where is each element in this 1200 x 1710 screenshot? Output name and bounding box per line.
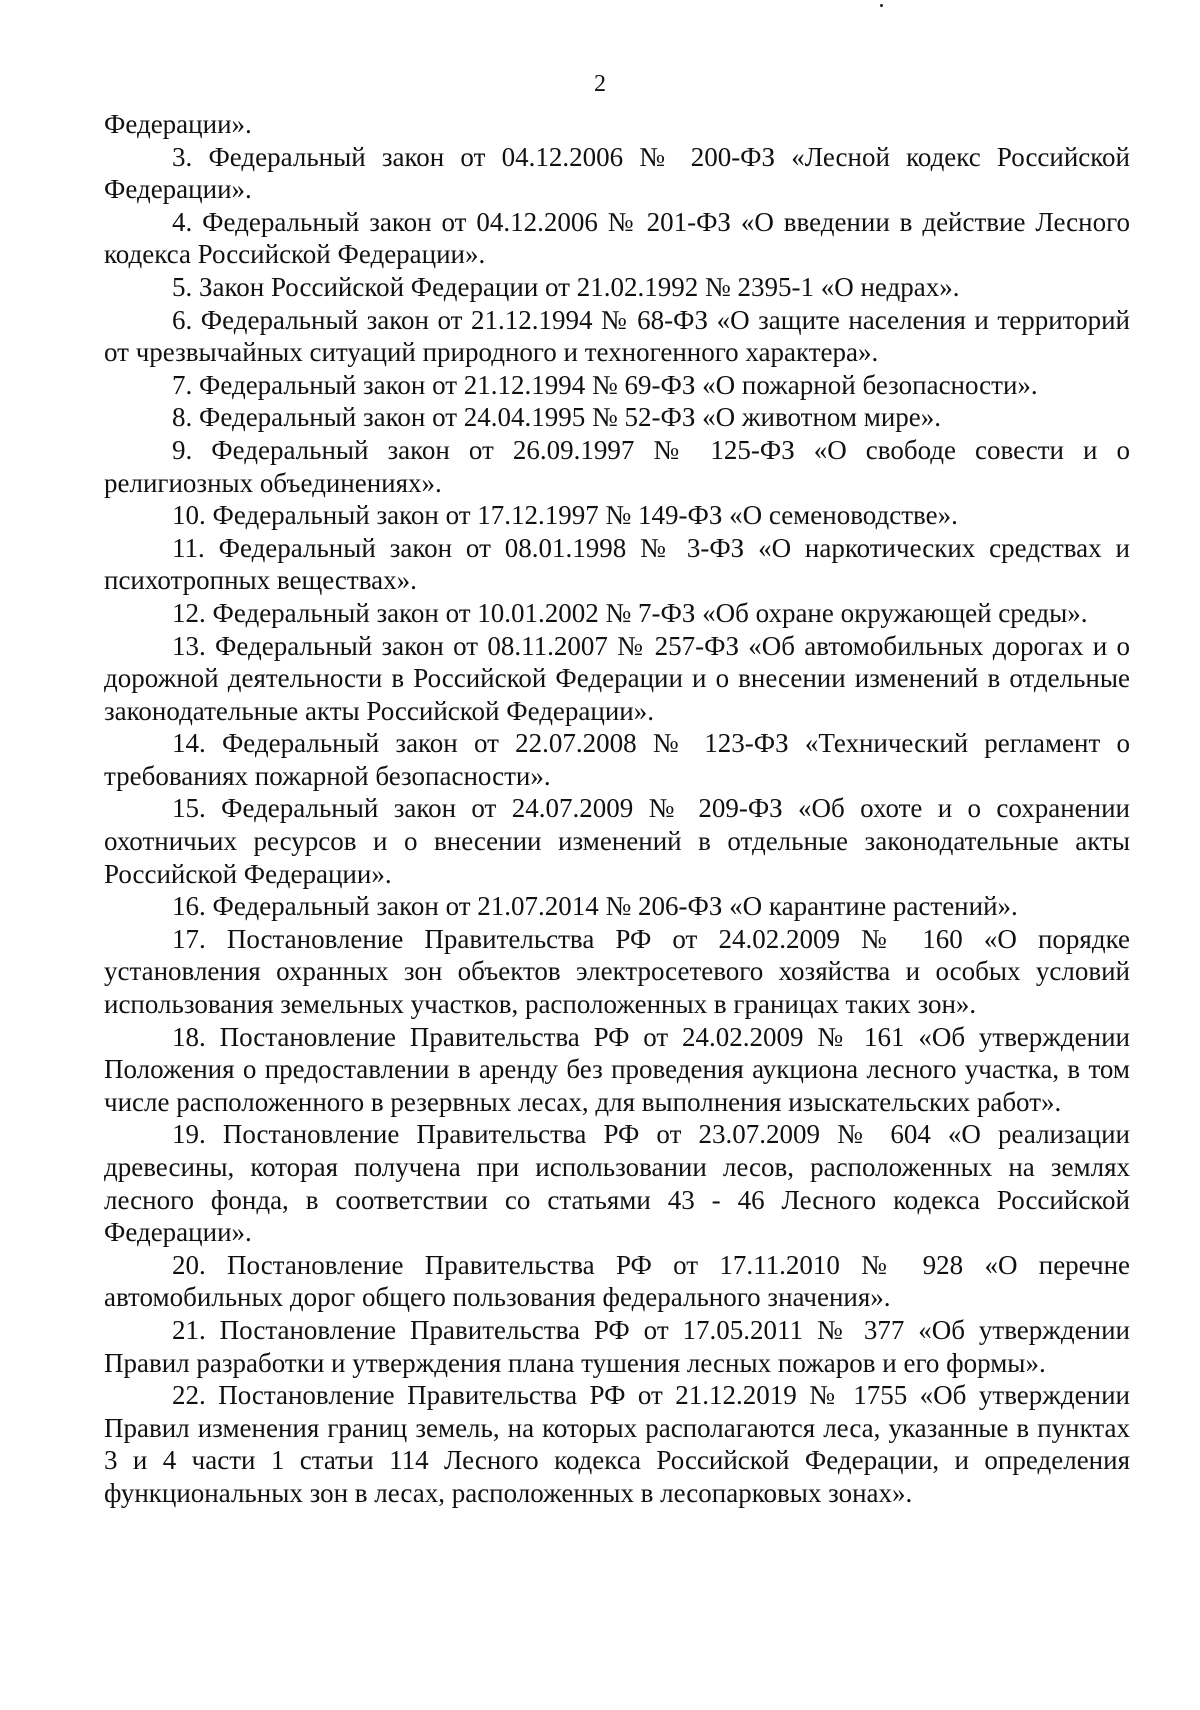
list-item-3: 3. Федеральный закон от 04.12.2006 № 200-ФЗ «Лесной кодекс Российской Федерации». [104, 141, 1130, 205]
list-item-18: 18. Постановление Правительства РФ от 24.02.2009 № 161 «Об утверждении Положения о предоставлении в аренду без проведения аукциона лесного участка, в том числе расположенного в резервных лесах, для выполнения изыскательских работ». [104, 1021, 1130, 1117]
list-item-12: 12. Федеральный закон от 10.01.2002 № 7-ФЗ «Об охране окружающей среды». [172, 597, 1088, 628]
list-item-8: 8. Федеральный закон от 24.04.1995 № 52-ФЗ «О животном мире». [172, 402, 942, 433]
list-item-7: 7. Федеральный закон от 21.12.1994 № 69-ФЗ «О пожарной безопасности». [172, 369, 1038, 400]
list-item-10: 10. Федеральный закон от 17.12.1997 № 149-ФЗ «О семеноводстве». [172, 500, 958, 531]
list-item-21: 21. Постановление Правительства РФ от 17.05.2011 № 377 «Об утверждении Правил разработки и утверждения плана тушения лесных пожаров и его формы». [104, 1314, 1130, 1378]
paragraph-continuation: Федерации». [104, 109, 252, 139]
list-item-9: 9. Федеральный закон от 26.09.1997 № 125-ФЗ «О свободе совести и о религиозных объединениях». [104, 434, 1130, 498]
document-body [104, 108, 1130, 1510]
list-item-17: 17. Постановление Правительства РФ от 24.02.2009 № 160 «О порядке установления охранных зон объектов электросетевого хозяйства и особых условий использования земельных участков, расположенных в границах таких зон». [104, 923, 1130, 1020]
page-number: 2 [594, 71, 606, 97]
list-item-5: 5. Закон Российской Федерации от 21.02.1992 № 2395-1 «О недрах». [172, 271, 960, 302]
list-item-13: 13. Федеральный закон от 08.11.2007 № 257-ФЗ «Об автомобильных дорогах и о дорожной деятельности в Российской Федерации и о внесении изменений в отдельные законодательные акты Российской Федерации». [104, 630, 1130, 726]
list-item-19: 19. Постановление Правительства РФ от 23.07.2009 № 604 «О реализации древесины, которая получена при использовании лесов, расположенных на землях лесного фонда, в соответствии со статьями 43 - 46 Лесного кодекса Российской Федерации». [104, 1119, 1130, 1248]
list-item-20: 20. Постановление Правительства РФ от 17.11.2010 № 928 «О перечне автомобильных дорог общего пользования федерального значения». [104, 1249, 1130, 1313]
list-item-6: 6. Федеральный закон от 21.12.1994 № 68-ФЗ «О защите населения и территорий от чрезвычайных ситуаций природного и техногенного характера». [104, 304, 1130, 368]
list-item-15: 15. Федеральный закон от 24.07.2009 № 209-ФЗ «Об охоте и о сохранении охотничьих ресурсов и о внесении изменений в отдельные законодательные акты Российской Федерации». [104, 793, 1130, 889]
list-item-14: 14. Федеральный закон от 22.07.2008 № 123-ФЗ «Технический регламент о требованиях пожарной безопасности». [104, 728, 1130, 791]
scan-speck [880, 4, 883, 7]
list-item-22: 22. Постановление Правительства РФ от 21.12.2019 № 1755 «Об утверждении Правил изменения границ земель, на которых располагаются леса, указанные в пунктах 3 и 4 части 1 статьи 114 Лесного кодекса Российской Федерации, и определения функциональных зон в лесах, расположенных в лесопарковых зонах». [104, 1380, 1130, 1508]
list-item-11: 11. Федеральный закон от 08.01.1998 № 3-ФЗ «О наркотических средствах и психотропных веществах». [104, 532, 1130, 596]
list-item-16: 16. Федеральный закон от 21.07.2014 № 206-ФЗ «О карантине растений». [172, 891, 1018, 922]
list-item-4: 4. Федеральный закон от 04.12.2006 № 201-ФЗ «О введении в действие Лесного кодекса Российской Федерации». [104, 206, 1130, 270]
